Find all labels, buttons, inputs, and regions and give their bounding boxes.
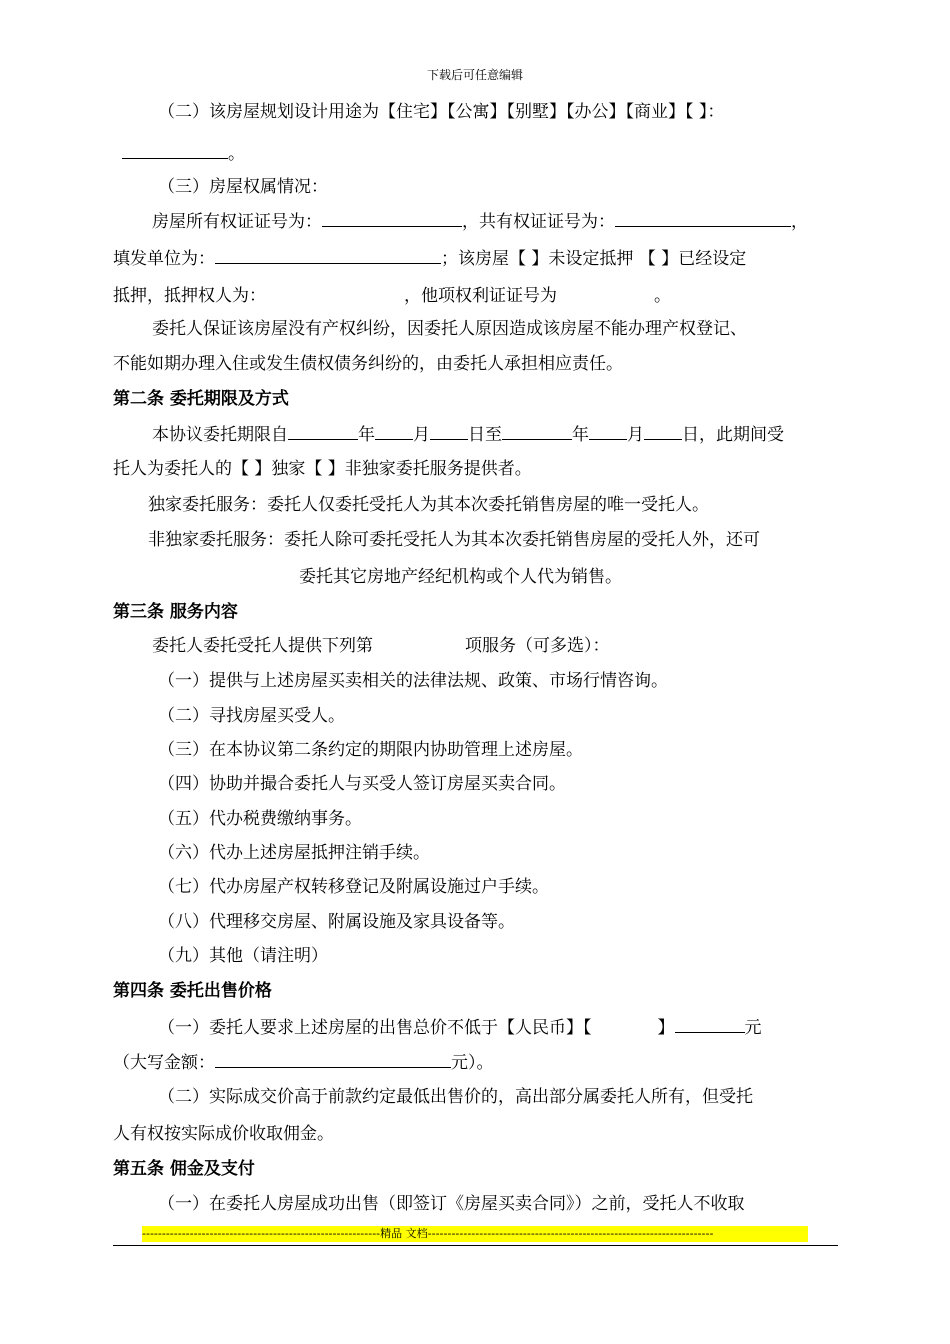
surplus-line-1: （二）实际成交价高于前款约定最低出售价的，高出部分属委托人所有，但受托: [158, 1087, 753, 1107]
text: 月: [627, 425, 644, 445]
end-day-blank: [644, 421, 682, 440]
co-ownership-cert-blank: [615, 208, 791, 227]
usage-blank-line: [122, 140, 852, 166]
text: 元）。: [451, 1053, 494, 1073]
text: 日至: [468, 425, 502, 445]
start-year-blank: [288, 421, 358, 440]
service-item: （三）在本协议第二条约定的期限内协助管理上述房屋。: [158, 740, 583, 760]
text: 年: [358, 425, 375, 445]
services-intro: [152, 634, 882, 658]
exclusive-definition: 独家委托服务：委托人仅委托受托人为其本次委托销售房屋的唯一受托人。: [148, 495, 709, 515]
text: 填发单位为：: [113, 249, 215, 269]
text: 委托人委托受托人提供下列第: [152, 636, 373, 656]
start-month-blank: [375, 421, 413, 440]
text: 。: [654, 286, 671, 306]
service-item: （一）提供与上述房屋买卖相关的法律法规、政策、市场行情咨询。: [158, 671, 668, 691]
service-item: （七）代办房屋产权转移登记及附属设施过户手续。: [158, 877, 549, 897]
amount-words-line: [113, 1049, 843, 1075]
text: ，他项权利证证号为: [404, 286, 557, 306]
non-exclusive-definition-2: 委托其它房地产经纪机构或个人代为销售。: [299, 567, 622, 587]
text: ；该房屋【 】未设定抵押 【 】已经设定: [441, 249, 747, 269]
text: 抵押，抵押权人为：: [113, 286, 266, 306]
text: 月: [413, 425, 430, 445]
guarantee-line-1: 委托人保证该房屋没有产权纠纷，因委托人原因造成该房屋不能办理产权登记、: [152, 319, 747, 339]
footer-banner: ------------------------------------------------------------精品 文档------------------------------------------------------------------------: [142, 1226, 808, 1242]
service-item: （四）协助并撮合委托人与买受人签订房屋买卖合同。: [158, 774, 566, 794]
service-item: （九）其他（请注明）: [158, 946, 328, 966]
amount-words-blank: [215, 1049, 451, 1068]
end-year-blank: [502, 421, 572, 440]
text: ，共有权证证号为：: [462, 212, 615, 232]
article-2-heading: 第二条 委托期限及方式: [113, 389, 289, 409]
text: 本协议委托期限自: [152, 425, 288, 445]
period: 。: [228, 144, 245, 164]
term-line: [152, 421, 882, 447]
mortgage-line: [113, 284, 843, 308]
article-4-heading: 第四条 委托出售价格: [113, 981, 272, 1001]
article-5-heading: 第五条 佣金及支付: [113, 1159, 255, 1179]
non-exclusive-definition-1: 非独家委托服务：委托人除可委托受托人为其本次委托销售房屋的受托人外，还可: [148, 530, 760, 550]
page-header: 下载后可任意编辑: [426, 68, 523, 82]
issuer-blank: [215, 245, 441, 264]
exclusivity-line: 托人为委托人的【 】独家【 】非独家委托服务提供者。: [113, 459, 532, 479]
start-day-blank: [430, 421, 468, 440]
ownership-heading: （三）房屋权属情况：: [158, 177, 328, 197]
min-price-line: [158, 1014, 888, 1040]
text: 元: [744, 1018, 762, 1038]
footer-rule: [113, 1245, 838, 1246]
guarantee-line-2: 不能如期办理入住或发生债权债务纠纷的，由委托人承担相应责任。: [113, 354, 623, 374]
usage-line: （二）该房屋规划设计用途为【住宅】【公寓】【别墅】【办公】【商业】【 】：: [158, 102, 725, 122]
text: 项服务（可多选）：: [465, 636, 610, 656]
end-month-blank: [589, 421, 627, 440]
service-item: （五）代办税费缴纳事务。: [158, 809, 362, 829]
text: （一）委托人要求上述房屋的出售总价不低于【人民币】【: [158, 1018, 592, 1038]
article-3-heading: 第三条 服务内容: [113, 602, 238, 622]
surplus-line-2: 人有权按实际成价收取佣金。: [113, 1124, 334, 1144]
commission-line: （一）在委托人房屋成功出售（即签订《房屋买卖合同》）之前，受托人不收取: [158, 1194, 745, 1214]
text: 年: [572, 425, 589, 445]
service-item: （六）代办上述房屋抵押注销手续。: [158, 843, 430, 863]
service-item: （八）代理移交房屋、附属设施及家具设备等。: [158, 912, 515, 932]
text: 】: [657, 1018, 675, 1038]
certificate-line: [152, 208, 882, 234]
service-item: （二）寻找房屋买受人。: [158, 706, 345, 726]
text: 房屋所有权证证号为：: [152, 212, 322, 232]
text: 日，此期间受: [682, 425, 784, 445]
ownership-cert-blank: [322, 208, 462, 227]
usage-blank: [122, 140, 228, 159]
text: （大写金额：: [113, 1053, 215, 1073]
issuer-line: [113, 245, 843, 271]
text: ，: [791, 212, 808, 232]
amount-blank: [675, 1014, 745, 1033]
